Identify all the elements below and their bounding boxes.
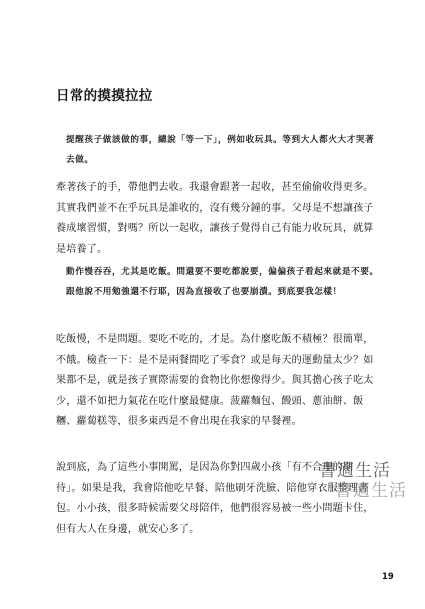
parent-question-1: 提醒孩子做該做的事，總說「等一下」，例如收玩具。等到大人都火大才哭著去做。 [66, 135, 375, 165]
answer-paragraph-1: 牽著孩子的手，帶他們去收。我還會跟著一起收，甚至偷偷收得更多。其實我們並不在乎玩具是誰收的，沒有幾分鐘的事。父母是不想讓孩子養成壞習慣，對嗎？所以一起收，讓孩子覺得自己有能力收玩具，就算是培養了。 [56, 182, 374, 255]
section-title: 日常的摸摸拉拉 [56, 88, 153, 104]
parent-question-2: 動作慢吞吞，尤其是吃飯。問還要不要吃都說要，偏偏孩子看起來就是不要。跟他說不用勉強還不行耶，因為直接收了也要崩潰。到底要我怎樣！ [66, 267, 379, 297]
publisher-watermark [319, 456, 407, 516]
watermark-text-shadow: 書適生活 [335, 481, 407, 501]
watermark-text: 書適生活 [319, 461, 391, 481]
page-number: 19 [382, 572, 394, 582]
answer-paragraph-2: 吃飯慢，不是問題。要吃不吃的，才是。為什麼吃飯不積極？很簡單，不餓。檢查一下：是不是兩餐間吃了零食？或是每天的運動量太少？如果都不是，就是孩子實際需要的食物比你想像得少。與其擔心孩子吃太少，還不如把力氣花在吃什麼最健康。菠蘿麵包、饅頭、蔥油餅、飯糰、蘿蔔糕等，很多東西是不會出現在我家的早餐裡。 [56, 334, 374, 427]
answer-paragraph-3: 說到底，為了這些小事開罵，是因為你對四歲小孩「有不合理的期待」。如果是我，我會陪他吃早餐、陪他刷牙洗臉、陪他穿衣服整理書包。小小孩，很多時候需要父母陪伴，他們很容易被一些小問題卡住，但有大人在身邊，就安心多了。 [56, 462, 374, 535]
